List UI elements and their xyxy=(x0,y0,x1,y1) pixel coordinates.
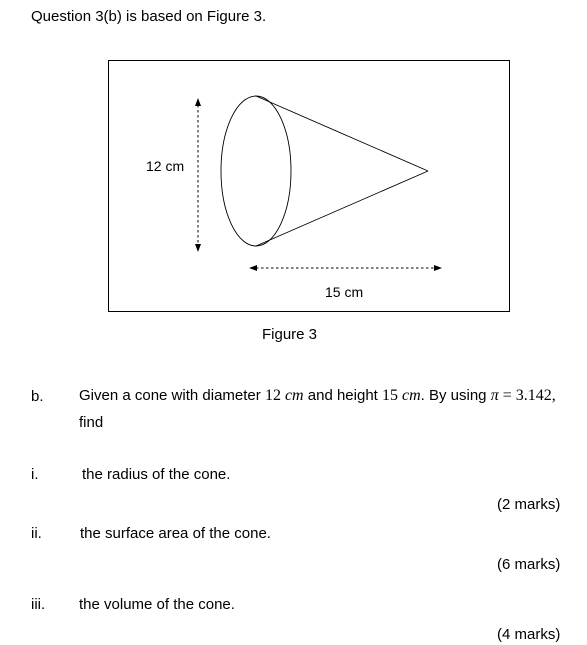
part-ii-text: the surface area of the cone. xyxy=(80,525,271,542)
cone-diagram xyxy=(109,61,511,313)
part-ii-number: ii. xyxy=(31,525,42,542)
diameter-unit: cm xyxy=(284,387,304,404)
diameter-value: 12 xyxy=(264,387,281,404)
part-i-marks: (2 marks) xyxy=(497,496,561,513)
part-i-text: the radius of the cone. xyxy=(82,466,231,483)
question-stem xyxy=(79,387,556,405)
part-iii-marks: (4 marks) xyxy=(497,626,561,643)
part-iii-number: iii. xyxy=(31,596,46,613)
part-iii-text: the volume of the cone. xyxy=(79,596,235,613)
stem-part2: and height xyxy=(303,387,382,404)
pi-value: = 3.142, xyxy=(498,387,556,404)
stem-part1: Given a cone with diameter xyxy=(79,387,265,404)
height-arrow-down xyxy=(195,244,201,252)
length-label: 15 cm xyxy=(325,284,364,300)
part-i-number: i. xyxy=(31,466,39,483)
question-letter: b. xyxy=(31,388,44,405)
height-label: 12 cm xyxy=(146,158,185,174)
height-arrow-up xyxy=(195,98,201,106)
part-ii-marks: (6 marks) xyxy=(497,556,561,573)
height-unit: cm xyxy=(402,387,421,404)
figure-caption: Figure 3 xyxy=(262,326,318,343)
length-arrow-right xyxy=(434,265,442,271)
cone-bottom-edge xyxy=(256,171,428,246)
length-arrow-left xyxy=(249,265,257,271)
cone-top-edge xyxy=(256,96,428,171)
figure-frame xyxy=(108,60,510,312)
height-value: 15 xyxy=(382,387,398,404)
stem-part3: . By using xyxy=(420,387,491,404)
pi-symbol: π xyxy=(490,387,499,404)
intro-text: Question 3(b) is based on Figure 3. xyxy=(31,8,267,25)
question-stem-line2: find xyxy=(79,414,104,431)
cone-base-ellipse xyxy=(221,96,291,246)
